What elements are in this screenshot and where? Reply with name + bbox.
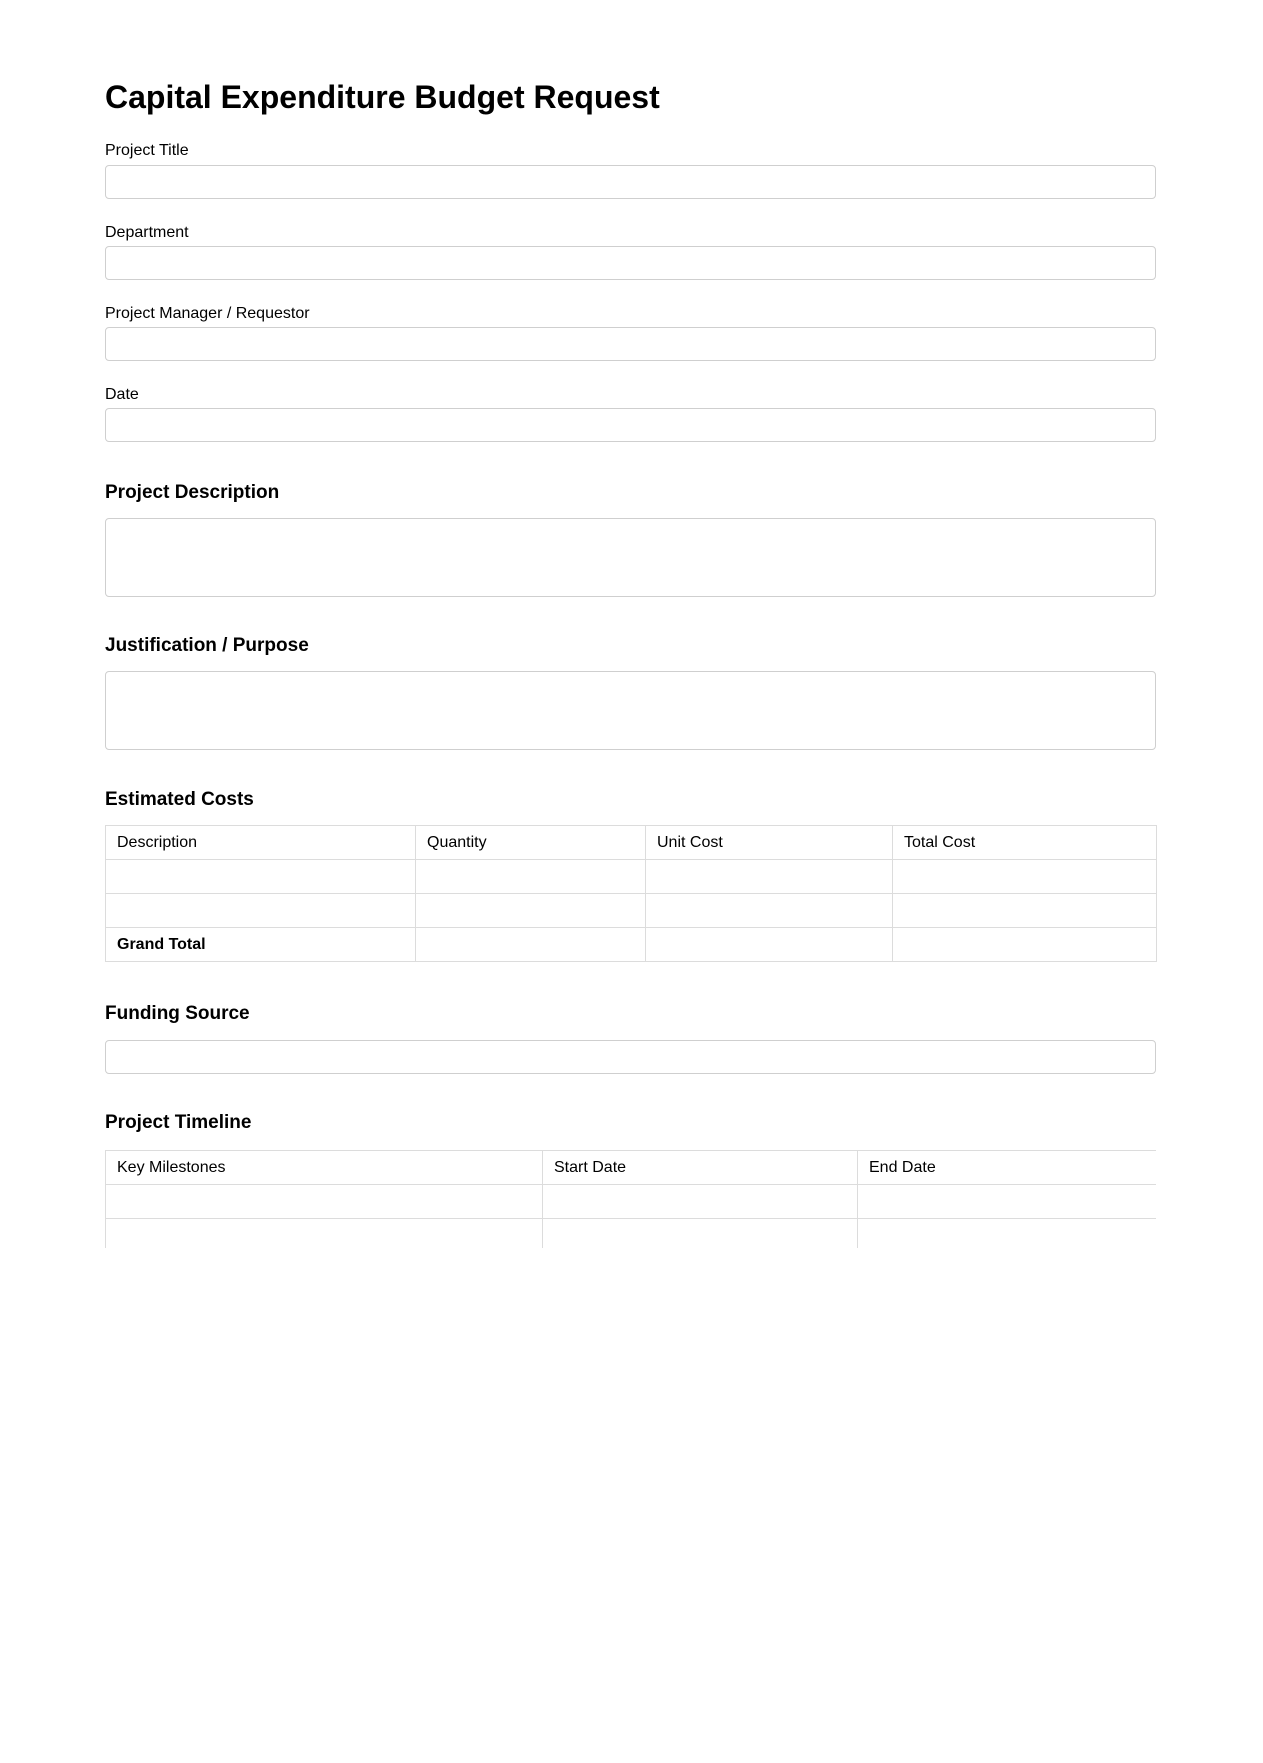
table-row (106, 894, 1157, 928)
project-timeline-table (105, 1150, 1156, 1248)
department-input[interactable] (105, 246, 1156, 280)
table-cell[interactable] (646, 928, 893, 962)
date-input[interactable] (105, 408, 1156, 442)
project-manager-label: Project Manager / Requestor (105, 305, 310, 322)
table-cell[interactable] (106, 1219, 543, 1249)
column-header: Quantity (416, 826, 646, 860)
project-title-label: Project Title (105, 142, 189, 159)
table-cell[interactable] (106, 860, 416, 894)
project-timeline-heading: Project Timeline (105, 1112, 252, 1133)
column-header: Start Date (543, 1151, 858, 1185)
column-header: End Date (858, 1151, 1157, 1185)
justification-textarea[interactable] (105, 671, 1156, 750)
table-row (106, 1185, 1157, 1219)
grand-total-value[interactable] (893, 928, 1157, 962)
column-header: Unit Cost (646, 826, 893, 860)
grand-total-row (106, 928, 1157, 962)
table-cell[interactable] (646, 860, 893, 894)
table-cell[interactable] (106, 894, 416, 928)
funding-source-heading: Funding Source (105, 1003, 250, 1024)
project-manager-input[interactable] (105, 327, 1156, 361)
table-cell[interactable] (416, 860, 646, 894)
project-timeline-table-wrapper (105, 1150, 1156, 1248)
table-row (106, 860, 1157, 894)
table-cell[interactable] (646, 894, 893, 928)
table-cell[interactable] (543, 1219, 858, 1249)
column-header: Key Milestones (106, 1151, 543, 1185)
table-header-row (106, 1151, 1157, 1185)
justification-heading: Justification / Purpose (105, 635, 309, 656)
table-cell[interactable] (416, 928, 646, 962)
table-cell[interactable] (858, 1219, 1157, 1249)
department-label: Department (105, 224, 189, 241)
date-label: Date (105, 386, 139, 403)
table-cell[interactable] (858, 1185, 1157, 1219)
table-cell[interactable] (416, 894, 646, 928)
project-description-textarea[interactable] (105, 518, 1156, 597)
project-title-input[interactable] (105, 165, 1156, 199)
grand-total-label: Grand Total (106, 928, 416, 962)
table-cell[interactable] (893, 894, 1157, 928)
table-header-row (106, 826, 1157, 860)
estimated-costs-heading: Estimated Costs (105, 789, 254, 810)
table-row (106, 1219, 1157, 1249)
column-header: Total Cost (893, 826, 1157, 860)
page-title: Capital Expenditure Budget Request (105, 79, 660, 115)
column-header: Description (106, 826, 416, 860)
funding-source-input[interactable] (105, 1040, 1156, 1074)
table-cell[interactable] (893, 860, 1157, 894)
estimated-costs-table (105, 825, 1157, 962)
table-cell[interactable] (543, 1185, 858, 1219)
project-description-heading: Project Description (105, 482, 280, 503)
table-cell[interactable] (106, 1185, 543, 1219)
